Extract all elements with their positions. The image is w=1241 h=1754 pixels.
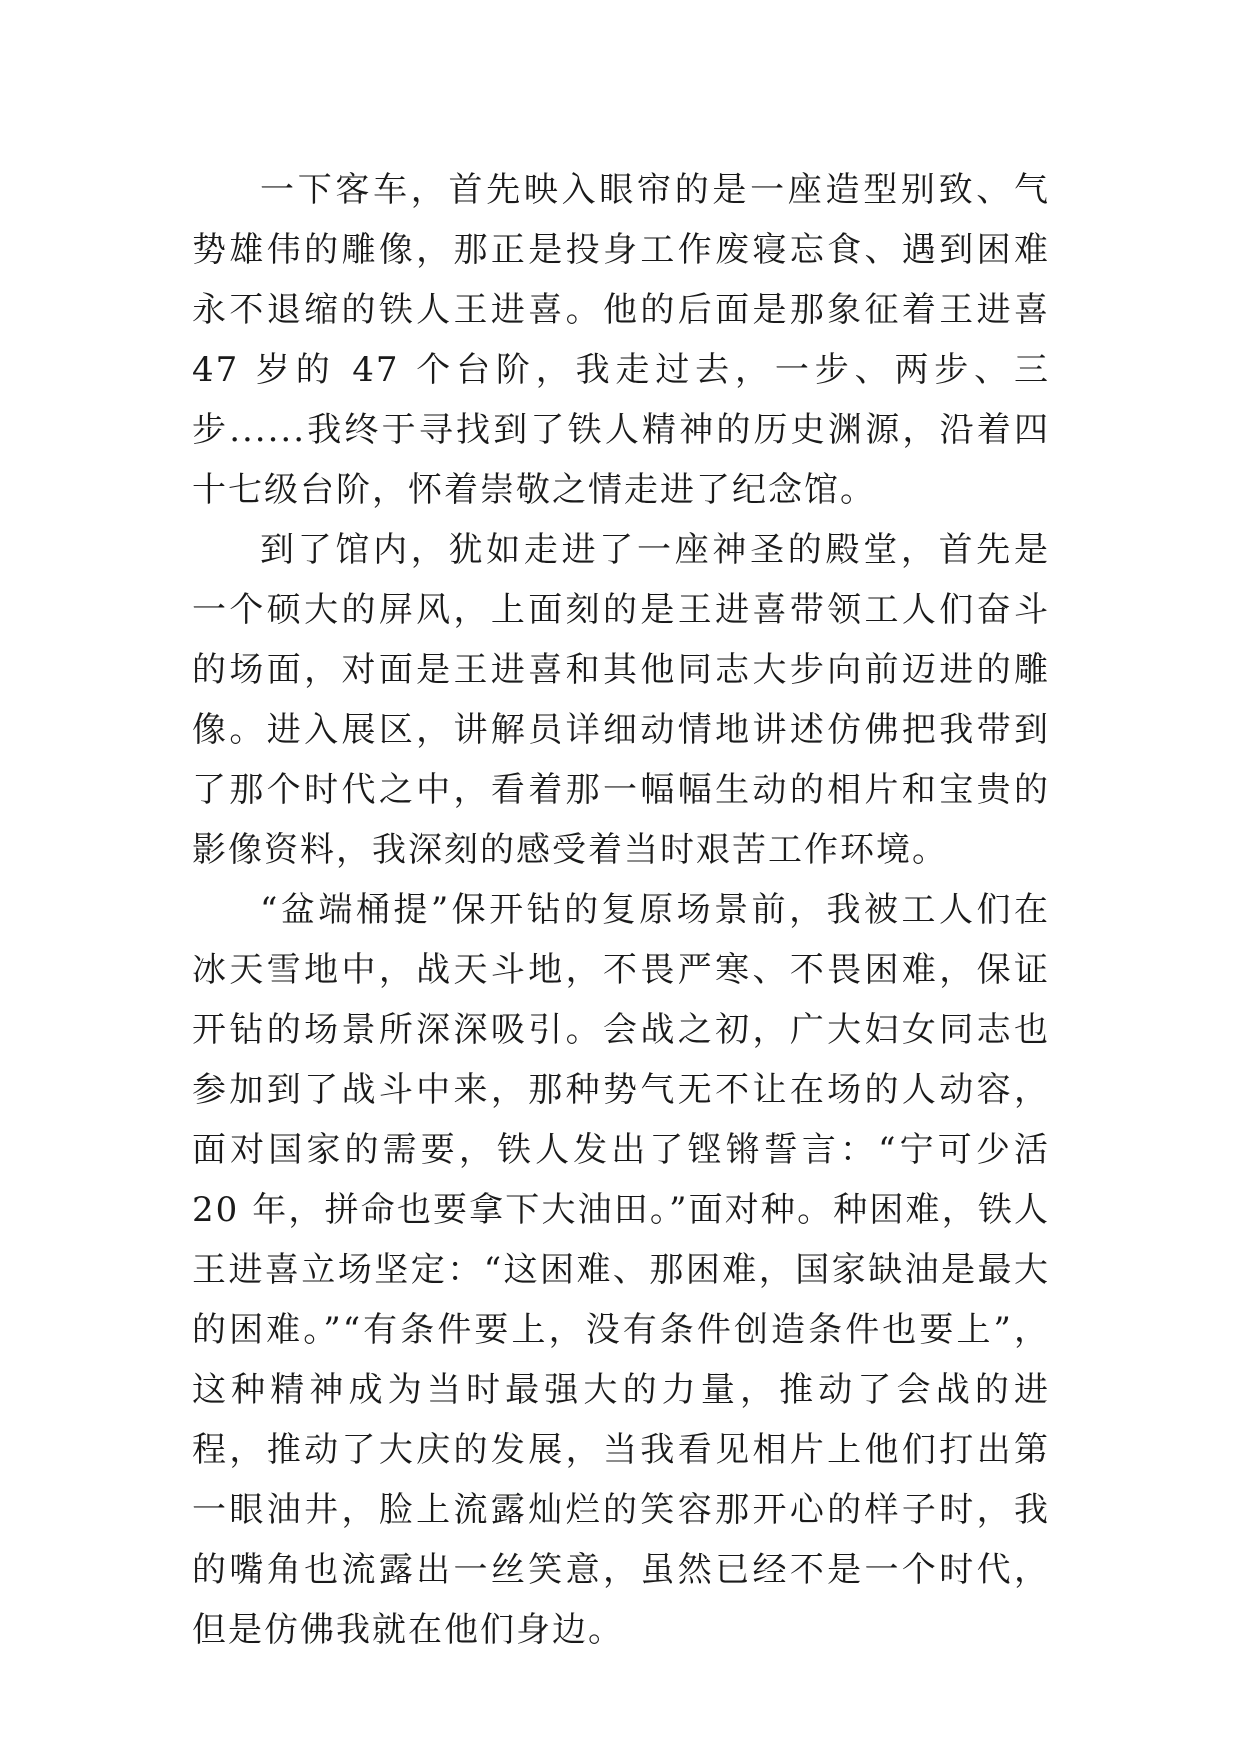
document-body xyxy=(192,160,1050,1660)
paragraph-2: 到了馆内，犹如走进了一座神圣的殿堂，首先是一个硕大的屏风，上面刻的是王进喜带领工人们奋斗的场面，对面是王进喜和其他同志大步向前迈进的雕像。进入展区，讲解员详细动情地讲述仿佛把我带到了那个时代之中，看着那一幅幅生动的相片和宝贵的影像资料，我深刻的感受着当时艰苦工作环境。 xyxy=(192,530,1050,870)
paragraph-3: “盆端桶提”保开钻的复原场景前，我被工人们在冰天雪地中，战天斗地，不畏严寒、不畏困难，保证开钻的场景所深深吸引。会战之初，广大妇女同志也参加到了战斗中来，那种势气无不让在场的人动容，面对国家的需要，铁人发出了铿锵誓言：“宁可少活 20 年，拼命也要拿下大油田。”面对种。种困难，铁人王进喜立场坚定：“这困难、那困难，国家缺油是最大的困难。”“有条件要上，没有条件创造条件也要上”，这种精神成为当时最强大的力量，推动了会战的进程，推动了大庆的发展，当我看见相片上他们打出第一眼油井，脸上流露灿烂的笑容那开心的样子时，我的嘴角也流露出一丝笑意，虽然已经不是一个时代，但是仿佛我就在他们身边。 xyxy=(192,890,1050,1650)
paragraph-1: 一下客车，首先映入眼帘的是一座造型别致、气势雄伟的雕像，那正是投身工作废寝忘食、遇到困难永不退缩的铁人王进喜。他的后面是那象征着王进喜 47 岁的 47 个台阶，我走过去，一步、两步、三步......我终于寻找到了铁人精神的历史渊源，沿着四十七级台阶，怀着崇敬之情走进了纪念馆。 xyxy=(192,170,1050,510)
